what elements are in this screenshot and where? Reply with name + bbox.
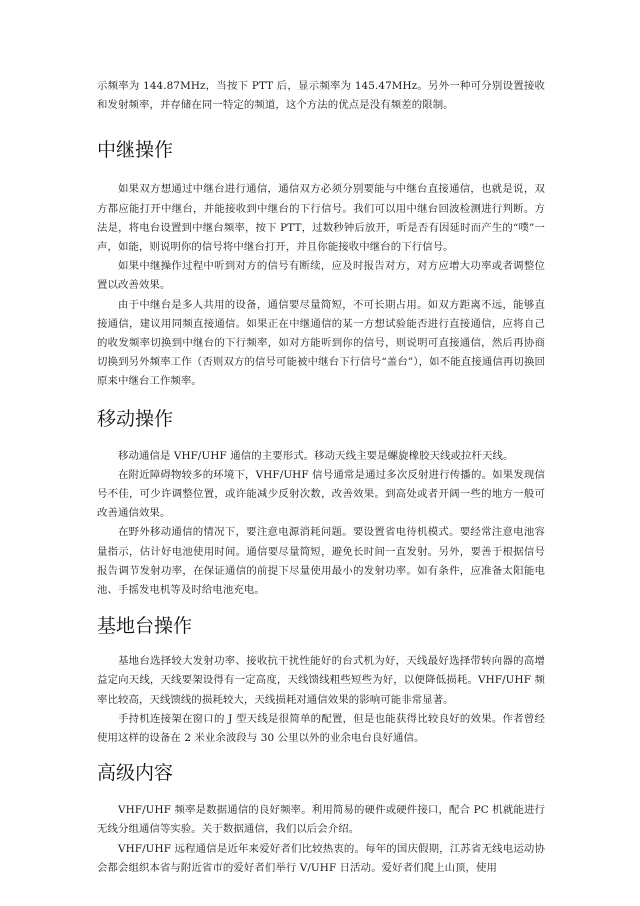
base-station-paragraph-2: 手持机连接架在窗口的 J 型天线是很简单的配置，但是也能获得比较良好的效果。作者曾经使用这样的设备在 2 米业余波段与 30 公里以外的业余电台良好通信。 xyxy=(97,712,545,745)
base-station-paragraph-1: 基地台选择较大发射功率、接收抗干扰性能好的台式机为好，天线最好选择带转向器的高增益定向天线，天线要架设得有一定高度，天线馈线粗些短些为好，以便降低损耗。VHF/UHF 频率比较高，天线馈线的损耗较大，天线损耗对通信效果的影响可能非常显著。 xyxy=(97,655,545,706)
repeater-paragraph-2: 如果中继操作过程中听到对方的信号有断续，应及时报告对方，对方应增大功率或者调整位置以改善效果。 xyxy=(97,260,545,292)
document-body xyxy=(97,77,545,878)
advanced-paragraph-2: VHF/UHF 远程通信是近年来爱好者们比较热衷的。每年的国庆假期，江苏省无线电运动协会都会组织本省与附近省市的爱好者们举行 V/UHF 日活动。爱好者们爬上山顶，使用 xyxy=(97,842,545,874)
heading-advanced-content: 高级内容 xyxy=(97,762,174,785)
mobile-paragraph-3: 在野外移动通信的情况下，要注意电源消耗问题。要设置省电待机模式。要经常注意电池容量指示，估计好电池使用时间。通信要尽量简短，避免长时间一直发射。另外，要善于根据信号报告调节发射功率，在保证通信的前提下尽量使用最小的发射功率。如有条件，应准备太阳能电池、手摇发电机等及时给电池充电。 xyxy=(97,526,545,597)
repeater-paragraph-3: 由于中继台是多人共用的设备，通信要尽量简短，不可长期占用。如双方距离不远，能够直接通信，建议用同频直接通信。如果正在中继通信的某一方想试验能否进行直接通信，应将自己的收发频率切换到中继台的下行频率，如对方能听到你的信号，则说明可直接通信，然后再协商切换到另外频率工作（否则双方的信号可能被中继台下行信号“盖台”），如不能直接通信再切换回原来中继台工作频率。 xyxy=(97,298,545,388)
intro-paragraph: 示频率为 144.87MHz，当按下 PTT 后，显示频率为 145.47MHz。另外一种可分别设置接收和发射频率，并存储在同一特定的频道，这个方法的优点是没有频差的限制。 xyxy=(97,80,545,112)
mobile-paragraph-2: 在附近障碍物较多的环境下，VHF/UHF 信号通常是通过多次反射进行传播的。如果发现信号不佳，可少许调整位置，或许能减少反射次数，改善效果。到高处或者开阔一些的地方一般可改善通信效果。 xyxy=(97,468,545,520)
mobile-paragraph-1: 移动通信是 VHF/UHF 通信的主要形式。移动天线主要是螺旋橡胶天线或拉杆天线。 xyxy=(118,449,514,462)
advanced-paragraph-1: VHF/UHF 频率是数据通信的良好频率。利用简易的硬件或硬件接口，配合 PC 机就能进行无线分组通信等实验。关于数据通信，我们以后会介绍。 xyxy=(97,804,545,836)
heading-mobile-operation: 移动操作 xyxy=(97,407,174,430)
repeater-paragraph-1: 如果双方想通过中继台进行通信，通信双方必须分别要能与中继台直接通信，也就是说，双方都应能打开中继台，并能接收到中继台的下行信号。我们可以用中继台回波检测进行判断。方法是，将电台设置到中继台频率，按下 PTT，过数秒钟后放开，听是否有因延时而产生的“噗”一声，如能，则说明你的信号将中继台打开，并且你能接收中继台的下行信号。 xyxy=(97,183,545,254)
heading-repeater-operation: 中继操作 xyxy=(97,139,174,162)
heading-base-station-operation: 基地台操作 xyxy=(97,615,193,638)
